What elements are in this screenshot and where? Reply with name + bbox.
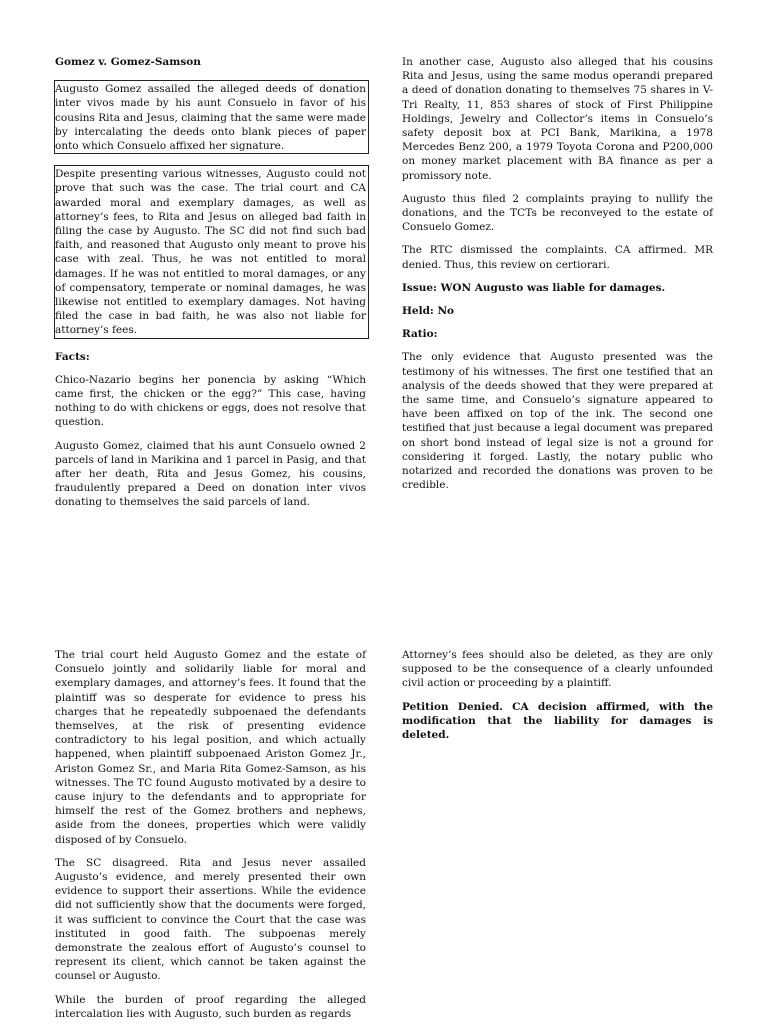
disposition-paragraph: Petition Denied. CA decision affirmed, with the modification that the liability for damages is deleted.: [402, 700, 713, 742]
facts-paragraph-2: Augusto Gomez, claimed that his aunt Consuelo owned 2 parcels of land in Marikina and 1 parcel in Pasig, and that after her death, Rita and Jesus Gomez, his cousins, fraudulently prepared a Deed on donation inter vivos donating to themselves the said parcels of land.: [55, 439, 366, 509]
ratio-heading: Ratio:: [402, 328, 438, 341]
held-heading: Held: No: [402, 305, 455, 318]
issue-heading: Issue: WON Augusto was liable for damages.: [402, 281, 666, 294]
facts-heading: Facts:: [55, 350, 90, 363]
page1-left-column: [55, 55, 366, 519]
document-page-2: [0, 640, 768, 1024]
summary-box-1: Augusto Gomez assailed the alleged deeds of donation inter vivos made by his aunt Consuelo in favor of his cousins Rita and Jesus, claiming that the same were made by intercalating the deeds onto blank pieces of paper onto which Consuelo affixed her signature.: [54, 80, 369, 154]
case-title: Gomez v. Gomez-Samson: [55, 56, 201, 68]
ratio-paragraph-3: The SC disagreed. Rita and Jesus never assailed Augusto’s evidence, and merely presented their own evidence to support their assertions. While the evidence did not sufficiently show that the documents were forged, it was sufficient to convince the Court that the case was instituted in good faith. The subpoenas merely demonstrate the zealous effort of Augusto’s counsel to represent its client, which cannot be taken against the counsel or Augusto.: [55, 856, 366, 983]
ratio-paragraph-4: While the burden of proof regarding the alleged intercalation lies with Augusto, such burden as regards: [55, 993, 366, 1020]
ratio-paragraph-1: The only evidence that Augusto presented was the testimony of his witnesses. The first one testified that an analysis of the deeds showed that they were prepared at the same time, and Consuelo’s signature appeared to have been affixed on top of the ink. The second one testified that just because a legal document was prepared on short bond instead of legal size is not a ground for considering it forged. Lastly, the notary public who notarized and recorded the donations was proven to be credible.: [402, 351, 713, 492]
facts-paragraph-5: The RTC dismissed the complaints. CA affirmed. MR denied. Thus, this review on certiorari.: [402, 244, 713, 271]
page1-right-column: [402, 55, 713, 501]
facts-paragraph-3: In another case, Augusto also alleged that his cousins Rita and Jesus, using the same modus operandi prepared a deed of donation donating to themselves 75 shares in V-Tri Realty, 11, 853 shares of stock of First Philippine Holdings, Jewelry and Collector’s items in Consuelo’s safety deposit box at PCI Bank, Marikina, a 1978 Mercedes Benz 200, a 1979 Toyota Corona and P200,000 on money market placement with BA finance as per a promissory note.: [402, 56, 713, 182]
attorneys-fees-paragraph: Attorney’s fees should also be deleted, as they are only supposed to be the consequence of a clearly unfounded civil action or proceeding by a plaintiff.: [402, 649, 713, 690]
facts-paragraph-1: Chico-Nazario begins her ponencia by asking “Which came first, the chicken or the egg?” This case, having nothing to do with chickens or eggs, does not resolve that question.: [55, 373, 366, 429]
page2-left-column: [55, 648, 366, 1024]
page2-right-column: [402, 648, 713, 751]
summary-box-2: Despite presenting various witnesses, Augusto could not prove that such was the case. The trial court and CA awarded moral and exemplary damages, as well as attorney’s fees, to Rita and Jesus on alleged bad faith in filing the case by Augusto. The SC did not find such bad faith, and reasoned that Augusto only meant to prove his case with zeal. Thus, he was not entitled to moral damages. If he was not entitled to moral damages, or any of compensatory, temperate or nominal damages, he was likewise not entitled to exemplary damages. Not having filed the case in bad faith, he was also not liable for attorney’s fees.: [54, 165, 369, 338]
facts-paragraph-4: Augusto thus filed 2 complaints praying to nullify the donations, and the TCTs be reconveyed to the estate of Consuelo Gomez.: [402, 192, 713, 234]
ratio-paragraph-2: The trial court held Augusto Gomez and the estate of Consuelo jointly and solidarily liable for moral and exemplary damages, and attorney’s fees. It found that the plaintiff was so desperate for evidence to press his charges that he repeatedly subpoenaed the defendants themselves, at the risk of presenting evidence contradictory to his legal position, and which actually happened, when plaintiff subpoenaed Ariston Gomez Jr., Ariston Gomez Sr., and Maria Rita Gomez-Samson, as his witnesses. The TC found Augusto motivated by a desire to cause injury to the defendants and to appropriate for himself the rest of the Gomez brothers and nephews, aside from the donees, properties which were validly disposed of by Consuelo.: [55, 649, 366, 846]
